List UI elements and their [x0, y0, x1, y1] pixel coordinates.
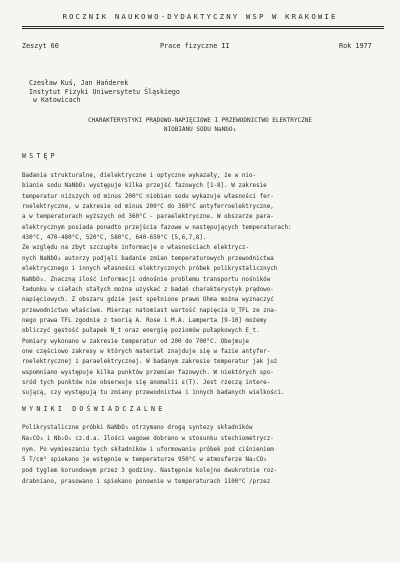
paper-title — [0, 116, 400, 135]
text-line: nych NaNbO₃ autorzy podjęli badanie zmian temperaturowych przewodnictwa — [22, 255, 274, 262]
paper-title-line-1: CHARAKTERYSTYKI PRĄDOWO-NAPIĘCIOWE I PRZEWODNICTWO ELEKTRYCZNE — [88, 117, 312, 124]
text-line: Polikrystaliczne próbki NaNbO₃ otrzymano drogą syntezy składników — [22, 425, 253, 431]
text-line: 430°C, 470-480°C, 520°C, 580°C, 640-650°C [5,6,7,8]. — [22, 235, 207, 242]
text-line: pod tyglem korundowym przez 3 godziny. Następnie kolejno dwukrotnie roz- — [22, 468, 278, 475]
text-line: obliczyć gęstość pułapek N_t oraz energię poziomów pułapkowych E_t. — [22, 328, 260, 335]
author-names: Czesław Kuś, Jan Hańderek — [29, 79, 129, 87]
section-heading-intro: WSTĘP — [22, 152, 58, 160]
text-line: temperatur niższych od minus 200°C niobian sodu wykazuje własności fer- — [22, 193, 274, 200]
text-line: roelektrycznej i paraelektrycznej. W badanym zakresie temperatur jak już — [22, 359, 278, 366]
text-line: napięciowych. Z obszaru gdzie jest spełnione prawo Ohma można wyznaczyć — [22, 297, 274, 304]
text-line: Na₂CO₃ i Nb₂O₅ cz.d.a. Ilości wagowe dobrano w stosunku stechiometrycz- — [22, 435, 274, 442]
text-line: elektrycznym posiada ponadto przejścia fazowe w następujących temperaturach: — [22, 224, 292, 231]
text-line: elektrycznego i innych własności elektrycznych próbek polikrystalicznych — [22, 266, 278, 273]
header-rule-top — [22, 26, 384, 27]
text-line: przewodnictwo właściwe. Mierząc natomiast wartość napięcia U_TFL ze zna- — [22, 307, 278, 314]
author-institute: Instytut Fizyki Uniwersytetu Śląskiego — [29, 87, 180, 96]
publication-year: Rok 1977 — [339, 42, 372, 50]
text-line: 5 T/cm² spiekano je wstępnie w temperaturze 950°C w atmosferze Na₂CO₃ — [22, 457, 267, 464]
author-block — [29, 79, 180, 105]
text-line: wspomniano występuje kilka punktów przemian fazowych. W niektórych spo- — [22, 369, 274, 376]
text-line: nym. Po wymieszaniu tych składników i uformowaniu próbek pod ciśnieniem — [22, 446, 274, 453]
text-line: Badania strukturalne, dielektryczne i optyczne wykazały, że w nio- — [22, 173, 257, 179]
text-line: one częściowo zakresy w których materiał znajduje się w fazie antyfer- — [22, 348, 271, 355]
text-line: drabniano, prasowano i spiekano ponownie w temperaturach 1100°C /przez — [22, 479, 271, 485]
text-line: nego prawa TFL zgodnie z teorią A. Rose i M.A. Lamperta [9-10] możemy — [22, 317, 267, 324]
journal-title: ROCZNIK NAUKOWO-DYDAKTYCZNY WSP W KRAKOWIE — [62, 12, 338, 21]
text-line: Ze względu na zbyt szczupłe informacje o własnościach elektrycz- — [22, 245, 249, 252]
text-line: Pomiary wykonano w zakresie temperatur od 200 do 700°C. Obejmuje — [22, 338, 249, 345]
text-line: ładunku w ciałach stałych można uzyskać z badań charakterystyk prądowo- — [22, 286, 274, 293]
header-rule-bottom — [22, 28, 384, 29]
text-line: roelektryczne, w zakresie od minus 200°C do 360°C antyferroelektryczne, — [22, 204, 274, 211]
text-line: a w temperaturach wyższych od 360°C - paraelektryczne. W obszarze para- — [22, 214, 274, 221]
text-line: NaNbO₃. Znaczną ilość informacji odnośnie problemu transportu nośników — [22, 276, 271, 283]
author-city: w Katowicach — [33, 96, 81, 105]
series-name: Prace fizyczne II — [160, 42, 230, 50]
issue-number: Zeszyt 60 — [22, 42, 59, 50]
text-line: sród tych punktów nie obserwuje się anomalii ε(T). Jest rzeczą intere- — [22, 380, 271, 386]
paper-title-line-2: NIOBIANU SODU NaNbO₃ — [163, 126, 237, 134]
text-line: bianie sodu NaNbO₃ występuje kilka przejść fazowych [1-8]. W zakresie — [22, 183, 267, 190]
text-line: sującą, czy występują tu zmiany przewodnictwa i innych badanych wielkości. — [22, 390, 285, 397]
section-heading-results: WYNIKI DOŚWIADCZALNE — [22, 405, 166, 413]
